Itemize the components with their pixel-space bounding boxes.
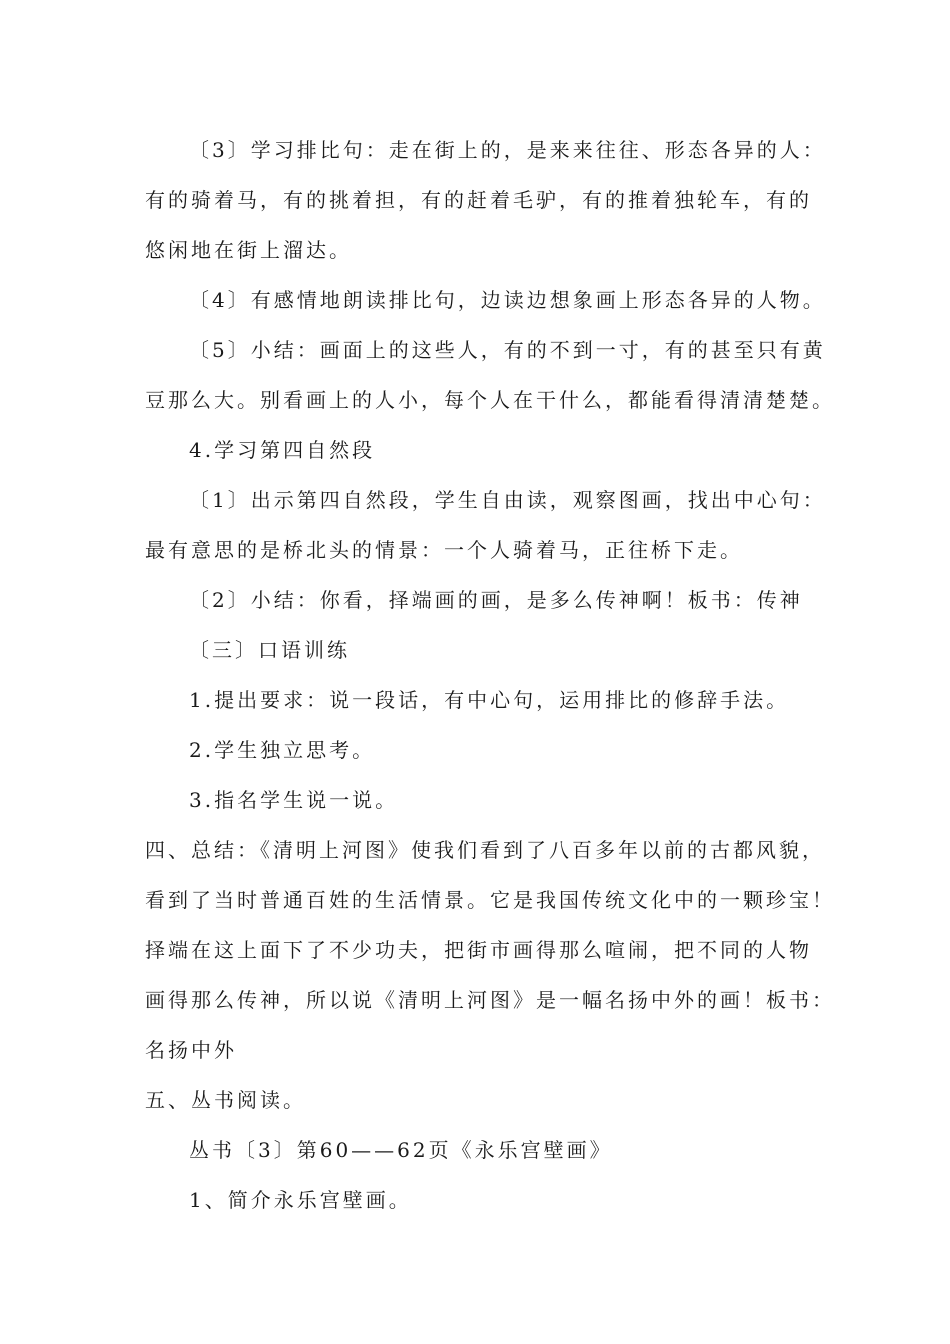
text-line: 1.提出要求：说一段话，有中心句，运用排比的修辞手法。 — [189, 688, 790, 712]
paragraph-speak — [145, 775, 815, 825]
text-line: 〔3〕学习排比句：走在街上的，是来来往往、形态各异的人： — [189, 138, 826, 162]
text-line: 丛书〔3〕第60——62页《永乐宫壁画》 — [189, 1138, 613, 1162]
text-line: 五、丛书阅读。 — [145, 1088, 306, 1112]
text-line: 1、简介永乐宫壁画。 — [189, 1188, 412, 1212]
paragraph-oral-training — [145, 625, 815, 675]
text-line: 〔1〕出示第四自然段，学生自由读，观察图画，找出中心句： — [189, 488, 826, 512]
paragraph-series-pages — [145, 1125, 815, 1175]
paragraph-section-4 — [145, 425, 815, 475]
text-line: 豆那么大。别看画上的人小，每个人在干什么，都能看得清清楚楚。 — [145, 388, 835, 412]
text-line: 看到了当时普通百姓的生活情景。它是我国传统文化中的一颗珍宝！ — [145, 888, 835, 912]
text-line: 有的骑着马，有的挑着担，有的赶着毛驴，有的推着独轮车，有的 — [145, 188, 812, 212]
text-line: 择端在这上面下了不少功夫，把街市画得那么喧闹，把不同的人物 — [145, 938, 812, 962]
text-line: 画得那么传神，所以说《清明上河图》是一幅名扬中外的画！板书： — [145, 988, 835, 1012]
text-line: 名扬中外 — [145, 1038, 237, 1062]
paragraph-mural-intro — [145, 1175, 815, 1225]
paragraph-parallel-sentence — [145, 125, 826, 275]
text-line: 悠闲地在街上溜达。 — [145, 238, 352, 262]
paragraph-summary-5 — [145, 325, 835, 425]
text-line: 四、总结：《清明上河图》使我们看到了八百多年以前的古都风貌， — [145, 838, 825, 862]
text-line: 〔三〕口语训练 — [189, 638, 350, 662]
text-line: 2.学生独立思考。 — [189, 738, 376, 762]
paragraph-conclusion — [145, 825, 835, 1075]
text-line: 3.指名学生说一说。 — [189, 788, 399, 812]
paragraph-show-section — [145, 475, 826, 575]
text-line: 最有意思的是桥北头的情景：一个人骑着马，正往桥下走。 — [145, 538, 743, 562]
paragraph-series-reading — [145, 1075, 815, 1125]
text-line: 〔4〕有感情地朗读排比句，边读边想象画上形态各异的人物。 — [189, 288, 826, 312]
paragraph-think — [145, 725, 815, 775]
text-line: 〔2〕小结：你看，择端画的画，是多么传神啊！板书：传神 — [189, 588, 803, 612]
text-line: 4.学习第四自然段 — [189, 438, 376, 462]
paragraph-read-aloud — [145, 275, 826, 325]
paragraph-summary-2 — [145, 575, 815, 625]
text-line: 〔5〕小结：画面上的这些人，有的不到一寸，有的甚至只有黄 — [189, 338, 826, 362]
paragraph-requirement — [145, 675, 815, 725]
